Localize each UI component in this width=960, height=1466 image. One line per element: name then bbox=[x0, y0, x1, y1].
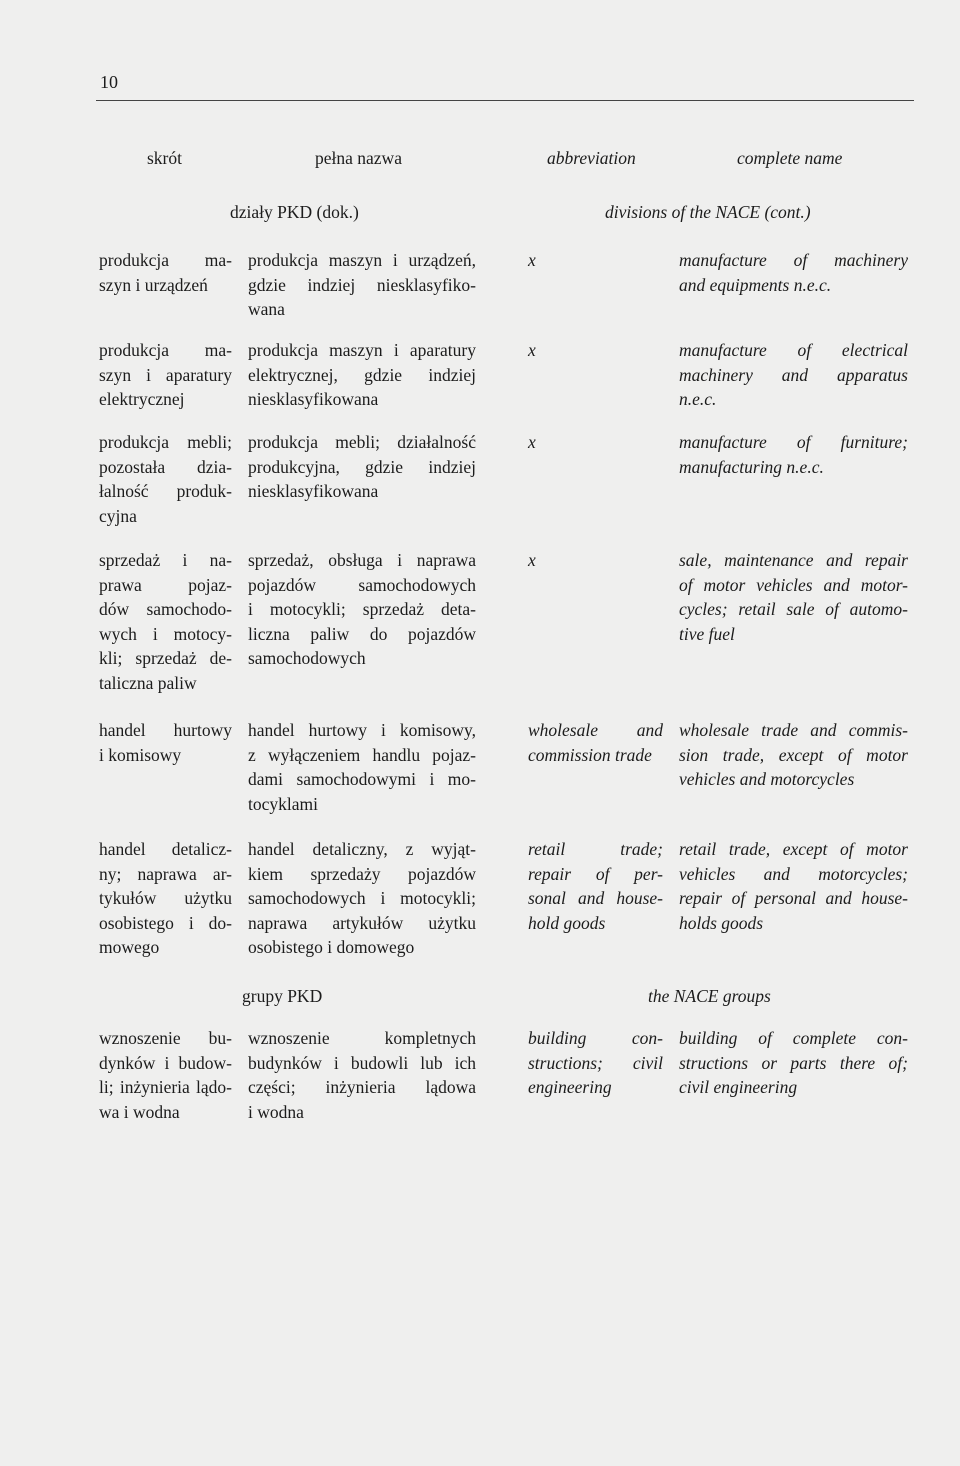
cell-full-en-row-1 bbox=[679, 248, 908, 297]
cell-full-pl-row-7 bbox=[248, 1026, 476, 1124]
cell-abbr-en-row-2 bbox=[528, 338, 663, 363]
cell-line: x bbox=[528, 340, 536, 360]
cell-line: handel detaliczny, z wyjąt- bbox=[248, 839, 476, 859]
section-groups-en: the NACE groups bbox=[648, 986, 771, 1006]
cell-line: sale, maintenance and repair bbox=[679, 550, 908, 570]
cell-line: cyjna bbox=[99, 505, 137, 526]
cell-line: wa i wodna bbox=[99, 1101, 180, 1122]
cell-line: structions; civil bbox=[528, 1052, 663, 1073]
cell-full-en-row-6 bbox=[679, 837, 908, 935]
cell-line: osobistego i do- bbox=[99, 912, 232, 933]
cell-abbr-en-row-1 bbox=[528, 248, 663, 273]
cell-full-en-row-2 bbox=[679, 338, 908, 412]
header-abbreviation-en: abbreviation bbox=[547, 148, 636, 168]
cell-line: structions or parts there of; bbox=[679, 1052, 908, 1073]
cell-abbr-pl-row-2 bbox=[99, 338, 232, 412]
cell-line: vehicles and motorcycles; bbox=[679, 863, 908, 884]
cell-line: pozostała dzia- bbox=[99, 456, 232, 477]
cell-abbr-pl-row-1 bbox=[99, 248, 232, 297]
section-divisions-en: divisions of the NACE (cont.) bbox=[605, 202, 811, 222]
cell-line: sonal and house- bbox=[528, 888, 663, 908]
cell-full-en-row-3 bbox=[679, 430, 908, 479]
cell-line: i komisowy bbox=[99, 744, 182, 765]
cell-line: handel hurtowy i komisowy, bbox=[248, 720, 476, 740]
cell-full-pl-row-3 bbox=[248, 430, 476, 504]
cell-abbr-en-row-3 bbox=[528, 430, 663, 455]
cell-line: dynków i budow- bbox=[99, 1052, 232, 1073]
cell-line: engineering bbox=[528, 1077, 612, 1097]
cell-line: samochodowych i motocykli; bbox=[248, 888, 476, 908]
cell-abbr-pl-row-4 bbox=[99, 548, 232, 695]
cell-line: hold goods bbox=[528, 912, 606, 933]
cell-line: i motocykli; sprzedaż deta- bbox=[248, 599, 476, 619]
cell-line: x bbox=[528, 432, 536, 452]
cell-line: repair of per- bbox=[528, 863, 663, 884]
cell-line: building of complete con- bbox=[679, 1028, 908, 1048]
cell-line: produkcja mebli; bbox=[99, 432, 232, 452]
cell-line: i wodna bbox=[248, 1101, 304, 1122]
cell-line: taliczna paliw bbox=[99, 672, 197, 693]
cell-line: building con- bbox=[528, 1028, 663, 1048]
cell-line: produkcja maszyn i aparatury bbox=[248, 340, 476, 360]
cell-line: retail trade; bbox=[528, 839, 663, 859]
cell-line: handel detalicz- bbox=[99, 839, 232, 859]
cell-line: naprawa artykułów użytku bbox=[248, 912, 476, 933]
cell-line: szyn i urządzeń bbox=[99, 274, 208, 295]
cell-line: elektrycznej bbox=[99, 389, 185, 409]
cell-full-pl-row-2 bbox=[248, 338, 476, 412]
cell-line: części; inżynieria lądowa bbox=[248, 1077, 476, 1097]
cell-line: wholesale trade and commis- bbox=[679, 720, 908, 740]
header-full-name-en: complete name bbox=[737, 148, 843, 168]
cell-line: commission trade bbox=[528, 744, 652, 765]
cell-line: niesklasyfikowana bbox=[248, 389, 379, 409]
cell-line: manufacture of machinery bbox=[679, 250, 908, 270]
cell-line: wana bbox=[248, 299, 285, 319]
cell-line: civil engineering bbox=[679, 1077, 798, 1097]
header-abbreviation-pl: skrót bbox=[147, 148, 182, 168]
cell-line: dów samochodo- bbox=[99, 599, 232, 619]
cell-line: produkcja ma- bbox=[99, 340, 232, 360]
cell-line: z wyłączeniem handlu pojaz- bbox=[248, 744, 476, 765]
header-full-name-pl: pełna nazwa bbox=[315, 148, 402, 168]
cell-line: wych i motocy- bbox=[99, 623, 232, 644]
cell-line: budynków i budowli lub ich bbox=[248, 1052, 476, 1073]
cell-line: retail trade, except of motor bbox=[679, 839, 908, 859]
cell-line: manufacturing n.e.c. bbox=[679, 456, 824, 477]
cell-line: produkcyjna, gdzie indziej bbox=[248, 456, 476, 477]
cell-line: wznoszenie bu- bbox=[99, 1028, 232, 1048]
cell-full-pl-row-4 bbox=[248, 548, 476, 671]
cell-line: liczna paliw do pojazdów bbox=[248, 623, 476, 644]
cell-abbr-pl-row-6 bbox=[99, 837, 232, 960]
cell-line: tykułów użytku bbox=[99, 888, 232, 908]
cell-full-en-row-5 bbox=[679, 718, 908, 792]
cell-line: osobistego i domowego bbox=[248, 937, 415, 957]
cell-line: manufacture of electrical bbox=[679, 340, 908, 360]
cell-line: elektrycznej, gdzie indziej bbox=[248, 364, 476, 385]
cell-abbr-en-row-5 bbox=[528, 718, 663, 767]
cell-line: wholesale and bbox=[528, 720, 663, 740]
cell-line: of motor vehicles and motor- bbox=[679, 574, 908, 595]
cell-line: x bbox=[528, 550, 536, 570]
cell-line: produkcja maszyn i urządzeń, bbox=[248, 250, 476, 270]
cell-line: łalność produk- bbox=[99, 481, 232, 501]
cell-line: gdzie indziej niesklasyfiko- bbox=[248, 274, 476, 295]
cell-line: sion trade, except of motor bbox=[679, 744, 908, 765]
cell-abbr-en-row-6 bbox=[528, 837, 663, 935]
cell-full-en-row-7 bbox=[679, 1026, 908, 1100]
cell-full-en-row-4 bbox=[679, 548, 908, 646]
cell-full-pl-row-6 bbox=[248, 837, 476, 960]
cell-line: handel hurtowy bbox=[99, 720, 232, 740]
cell-line: machinery and apparatus bbox=[679, 364, 908, 385]
cell-line: ny; naprawa ar- bbox=[99, 863, 232, 884]
cell-line: szyn i aparatury bbox=[99, 364, 232, 385]
cell-line: tive fuel bbox=[679, 623, 735, 644]
cell-abbr-pl-row-5 bbox=[99, 718, 232, 767]
cell-line: dami samochodowymi i mo- bbox=[248, 769, 476, 789]
cell-line: repair of personal and house- bbox=[679, 888, 908, 908]
cell-full-pl-row-5 bbox=[248, 718, 476, 816]
cell-line: sprzedaż, obsługa i naprawa bbox=[248, 550, 476, 570]
cell-abbr-en-row-7 bbox=[528, 1026, 663, 1100]
cell-abbr-pl-row-7 bbox=[99, 1026, 232, 1124]
cell-line: holds goods bbox=[679, 912, 764, 933]
cell-line: sprzedaż i na- bbox=[99, 550, 232, 570]
page-number: 10 bbox=[100, 72, 118, 92]
section-groups-pl: grupy PKD bbox=[242, 986, 323, 1006]
cell-line: produkcja mebli; działalność bbox=[248, 432, 476, 452]
cell-abbr-pl-row-3 bbox=[99, 430, 232, 528]
cell-line: niesklasyfikowana bbox=[248, 481, 379, 501]
cell-line: vehicles and motorcycles bbox=[679, 769, 855, 789]
cell-line: pojazdów samochodowych bbox=[248, 574, 476, 595]
cell-abbr-en-row-4 bbox=[528, 548, 663, 573]
cell-line: kli; sprzedaż de- bbox=[99, 648, 232, 668]
top-rule bbox=[96, 100, 914, 101]
cell-full-pl-row-1 bbox=[248, 248, 476, 322]
cell-line: wznoszenie kompletnych bbox=[248, 1028, 476, 1048]
cell-line: tocyklami bbox=[248, 793, 318, 814]
cell-line: n.e.c. bbox=[679, 389, 717, 409]
cell-line: produkcja ma- bbox=[99, 250, 232, 270]
cell-line: mowego bbox=[99, 937, 160, 957]
cell-line: cycles; retail sale of automo- bbox=[679, 599, 908, 619]
cell-line: kiem sprzedaży pojazdów bbox=[248, 863, 476, 884]
cell-line: manufacture of furniture; bbox=[679, 432, 908, 452]
cell-line: prawa pojaz- bbox=[99, 574, 232, 595]
section-divisions-pl: działy PKD (dok.) bbox=[230, 202, 359, 222]
cell-line: and equipments n.e.c. bbox=[679, 274, 832, 295]
cell-line: samochodowych bbox=[248, 648, 366, 668]
cell-line: x bbox=[528, 250, 536, 270]
cell-line: li; inżynieria lądo- bbox=[99, 1077, 232, 1097]
